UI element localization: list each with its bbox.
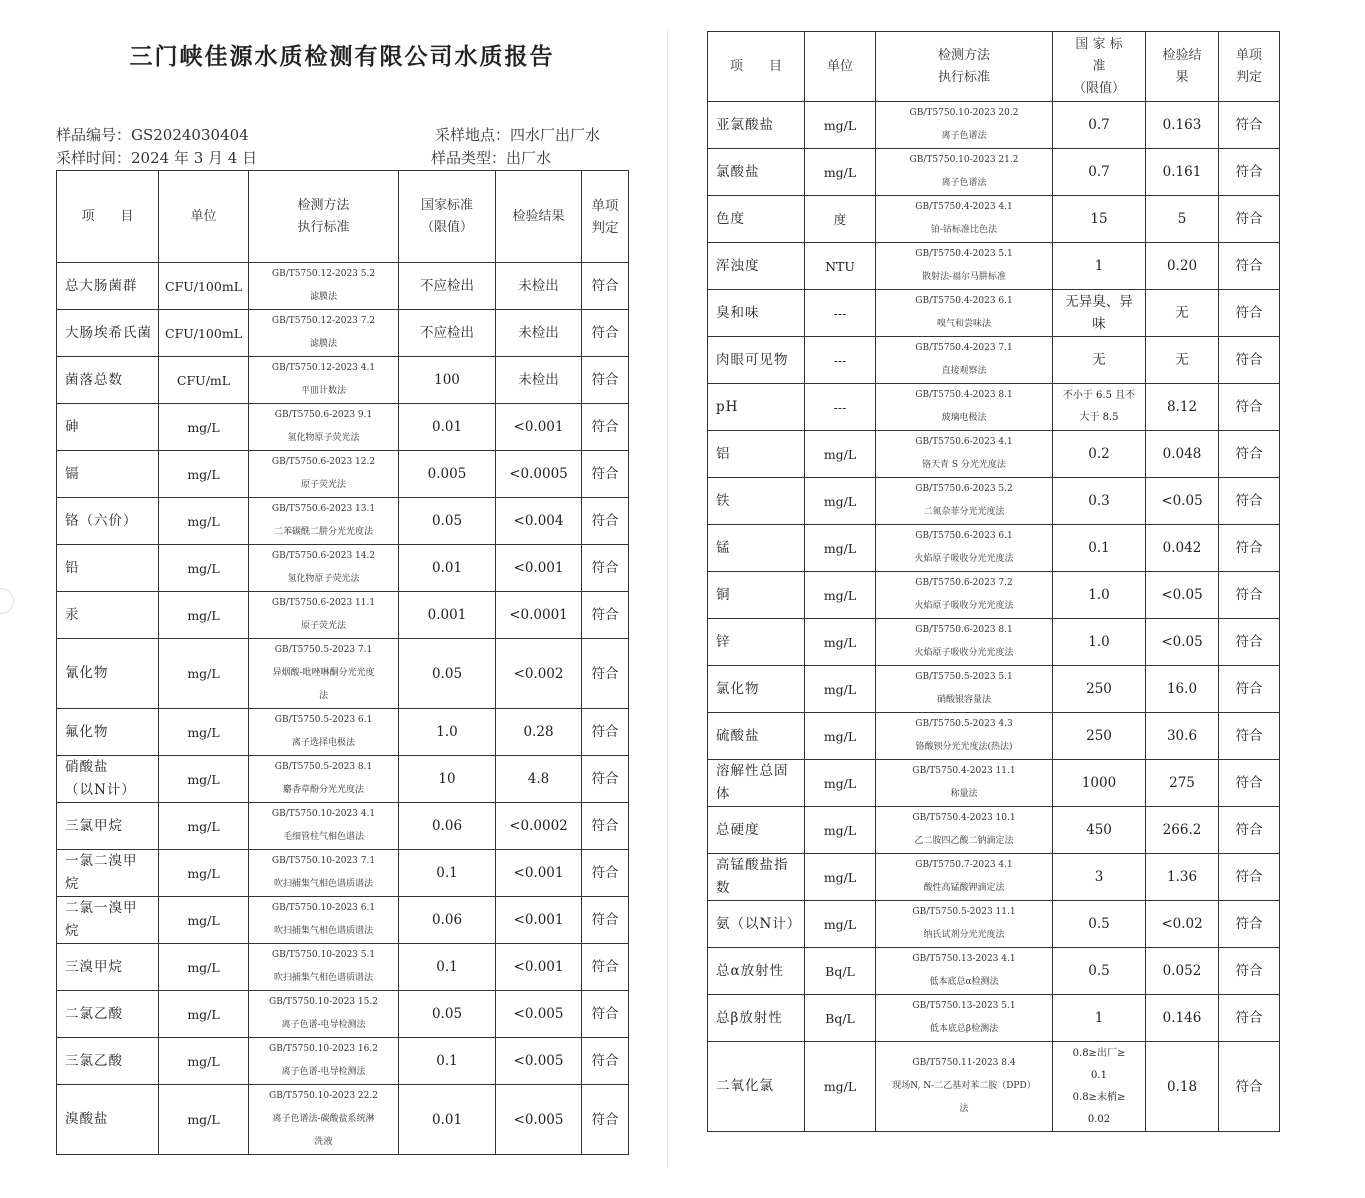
cell-standard: 0.01 <box>399 1085 496 1155</box>
cell-standard: 0.7 <box>1053 102 1146 149</box>
cell-item: 铁 <box>708 478 805 525</box>
cell-unit: mg/L <box>159 592 249 639</box>
page-divider <box>667 30 668 1168</box>
cell-judgement: 符合 <box>582 709 629 756</box>
table-row <box>57 709 629 756</box>
cell-method: GB/T5750.5-2023 5.1 硝酸银容量法 <box>876 666 1053 713</box>
cell-standard: 0.2 <box>1053 431 1146 478</box>
cell-result: 0.048 <box>1146 431 1219 478</box>
cell-standard: 1000 <box>1053 760 1146 807</box>
table-row <box>57 498 629 545</box>
cell-unit: mg/L <box>805 431 876 478</box>
cell-item: 铝 <box>708 431 805 478</box>
cell-unit: --- <box>805 384 876 431</box>
cell-standard: 0.3 <box>1053 478 1146 525</box>
cell-item: 高锰酸盐指 数 <box>708 854 805 901</box>
cell-unit: mg/L <box>805 713 876 760</box>
cell-result: 未检出 <box>496 357 582 404</box>
table-row <box>57 357 629 404</box>
cell-item: 菌落总数 <box>57 357 159 404</box>
cell-judgement: 符合 <box>582 944 629 991</box>
cell-item: 浑浊度 <box>708 243 805 290</box>
header-judgement: 单项判定 <box>582 171 629 263</box>
cell-standard: 0.06 <box>399 803 496 850</box>
cell-item: 汞 <box>57 592 159 639</box>
cell-result: 0.20 <box>1146 243 1219 290</box>
cell-method: GB/T5750.4-2023 8.1 玻璃电极法 <box>876 384 1053 431</box>
cell-unit: mg/L <box>805 525 876 572</box>
cell-unit: mg/L <box>805 619 876 666</box>
table-row <box>57 756 629 803</box>
cell-standard: 0.01 <box>399 545 496 592</box>
cell-result: 266.2 <box>1146 807 1219 854</box>
cell-result: 8.12 <box>1146 384 1219 431</box>
table-row <box>708 995 1280 1042</box>
cell-judgement: 符合 <box>1219 854 1280 901</box>
cell-method: GB/T5750.6-2023 4.1 铬天青 S 分光光度法 <box>876 431 1053 478</box>
cell-result: <0.0001 <box>496 592 582 639</box>
results-table-right <box>707 31 1280 1132</box>
cell-unit: mg/L <box>159 709 249 756</box>
cell-judgement: 符合 <box>1219 149 1280 196</box>
cell-item: 氰化物 <box>57 639 159 709</box>
cell-unit: mg/L <box>805 807 876 854</box>
cell-result: <0.001 <box>496 897 582 944</box>
cell-method: GB/T5750.11-2023 8.4 现场N, N-二乙基对苯二胺（DPD） 法 <box>876 1042 1053 1132</box>
header-result: 检验结 果 <box>1146 32 1219 102</box>
cell-result: 无 <box>1146 290 1219 337</box>
sample-time: 采样时间：2024 年 3 月 4 日 <box>56 149 258 167</box>
cell-unit: mg/L <box>159 1038 249 1085</box>
cell-standard: 0.05 <box>399 639 496 709</box>
cell-standard: 10 <box>399 756 496 803</box>
cell-judgement: 符合 <box>1219 337 1280 384</box>
cell-standard: 450 <box>1053 807 1146 854</box>
table-row <box>57 310 629 357</box>
cell-item: 大肠埃希氏菌 <box>57 310 159 357</box>
cell-item: 总大肠菌群 <box>57 263 159 310</box>
cell-standard: 0.1 <box>399 850 496 897</box>
cell-method: GB/T5750.6-2023 13.1 二苯碳酰二肼分光光度法 <box>249 498 399 545</box>
cell-method: GB/T5750.6-2023 12.2 原子荧光法 <box>249 451 399 498</box>
cell-standard: 1.0 <box>1053 572 1146 619</box>
cell-judgement: 符合 <box>582 897 629 944</box>
cell-method: GB/T5750.4-2023 11.1 称量法 <box>876 760 1053 807</box>
cell-method: GB/T5750.6-2023 14.2 氢化物原子荧光法 <box>249 545 399 592</box>
cell-item: 氯化物 <box>708 666 805 713</box>
cell-result: <0.001 <box>496 404 582 451</box>
cell-item: 色度 <box>708 196 805 243</box>
cell-item: 臭和味 <box>708 290 805 337</box>
cell-standard: 0.001 <box>399 592 496 639</box>
table-row <box>708 384 1280 431</box>
cell-method: GB/T5750.6-2023 9.1 氢化物原子荧光法 <box>249 404 399 451</box>
cell-unit: mg/L <box>159 498 249 545</box>
cell-result: 未检出 <box>496 263 582 310</box>
cell-result: 1.36 <box>1146 854 1219 901</box>
table-row <box>708 149 1280 196</box>
cell-judgement: 符合 <box>582 592 629 639</box>
cell-item: 肉眼可见物 <box>708 337 805 384</box>
cell-method: GB/T5750.7-2023 4.1 酸性高锰酸钾滴定法 <box>876 854 1053 901</box>
cell-judgement: 符合 <box>582 310 629 357</box>
cell-standard: 0.8≥出厂≥ 0.1 0.8≥末梢≥ 0.02 <box>1053 1042 1146 1132</box>
cell-standard: 3 <box>1053 854 1146 901</box>
cell-standard: 0.05 <box>399 991 496 1038</box>
table-row <box>708 901 1280 948</box>
cell-unit: CFU/mL <box>159 357 249 404</box>
cell-standard: 不应检出 <box>399 263 496 310</box>
header-standard: 国 家 标 准 （限值） <box>1053 32 1146 102</box>
cell-method: GB/T5750.12-2023 4.1 平皿计数法 <box>249 357 399 404</box>
cell-result: 0.042 <box>1146 525 1219 572</box>
cell-item: 一氯二溴甲 烷 <box>57 850 159 897</box>
cell-item: 锌 <box>708 619 805 666</box>
cell-item: 砷 <box>57 404 159 451</box>
header-item: 项 目 <box>57 171 159 263</box>
cell-unit: mg/L <box>805 102 876 149</box>
cell-unit: mg/L <box>805 760 876 807</box>
cell-result: <0.0002 <box>496 803 582 850</box>
sample-location: 采样地点：四水厂出厂水 <box>435 126 601 144</box>
cell-standard: 250 <box>1053 666 1146 713</box>
table-row <box>57 592 629 639</box>
table-header-row <box>708 32 1280 102</box>
cell-result: <0.0005 <box>496 451 582 498</box>
cell-result: <0.004 <box>496 498 582 545</box>
cell-unit: Bq/L <box>805 948 876 995</box>
cell-unit: mg/L <box>159 944 249 991</box>
table-row <box>708 478 1280 525</box>
cell-standard: 0.01 <box>399 404 496 451</box>
table-row <box>708 666 1280 713</box>
cell-judgement: 符合 <box>1219 807 1280 854</box>
table-row <box>708 431 1280 478</box>
cell-method: GB/T5750.10-2023 5.1 吹扫捕集气相色谱质谱法 <box>249 944 399 991</box>
cell-result: 30.6 <box>1146 713 1219 760</box>
header-item: 项 目 <box>708 32 805 102</box>
cell-judgement: 符合 <box>582 263 629 310</box>
cell-result: 无 <box>1146 337 1219 384</box>
table-row <box>57 850 629 897</box>
cell-judgement: 符合 <box>582 639 629 709</box>
cell-method: GB/T5750.10-2023 4.1 毛细管柱气相色谱法 <box>249 803 399 850</box>
cell-judgement: 符合 <box>1219 384 1280 431</box>
cell-standard: 100 <box>399 357 496 404</box>
cell-standard: 1.0 <box>1053 619 1146 666</box>
cell-judgement: 符合 <box>582 991 629 1038</box>
cell-judgement: 符合 <box>582 756 629 803</box>
cell-unit: mg/L <box>159 991 249 1038</box>
cell-item: 镉 <box>57 451 159 498</box>
table-row <box>708 243 1280 290</box>
cell-unit: CFU/100mL <box>159 310 249 357</box>
cell-judgement: 符合 <box>1219 948 1280 995</box>
table-row <box>708 854 1280 901</box>
cell-standard: 0.005 <box>399 451 496 498</box>
cell-result: 16.0 <box>1146 666 1219 713</box>
cell-unit: mg/L <box>805 1042 876 1132</box>
cell-method: GB/T5750.4-2023 10.1 乙二胺四乙酸二钠滴定法 <box>876 807 1053 854</box>
header-method: 检测方法 执行标准 <box>876 32 1053 102</box>
cell-unit: Bq/L <box>805 995 876 1042</box>
cell-unit: NTU <box>805 243 876 290</box>
table-row <box>57 897 629 944</box>
table-row <box>708 807 1280 854</box>
table-header-row <box>57 171 629 263</box>
cell-item: 氯酸盐 <box>708 149 805 196</box>
cell-judgement: 符合 <box>1219 431 1280 478</box>
sample-type: 样品类型：出厂水 <box>431 149 552 167</box>
cell-item: 铜 <box>708 572 805 619</box>
cell-judgement: 符合 <box>582 1085 629 1155</box>
cell-judgement: 符合 <box>1219 525 1280 572</box>
cell-method: GB/T5750.4-2023 6.1 嗅气和尝味法 <box>876 290 1053 337</box>
cell-standard: 0.1 <box>399 944 496 991</box>
cell-judgement: 符合 <box>582 357 629 404</box>
cell-method: GB/T5750.10-2023 20.2 离子色谱法 <box>876 102 1053 149</box>
cell-unit: CFU/100mL <box>159 263 249 310</box>
cell-standard: 0.05 <box>399 498 496 545</box>
cell-method: GB/T5750.13-2023 4.1 低本底总α检测法 <box>876 948 1053 995</box>
cell-judgement: 符合 <box>582 803 629 850</box>
results-table-left <box>56 170 629 1155</box>
page-edge-handle <box>0 588 14 614</box>
cell-judgement: 符合 <box>1219 1042 1280 1132</box>
cell-standard: 0.1 <box>1053 525 1146 572</box>
cell-unit: mg/L <box>805 572 876 619</box>
cell-judgement: 符合 <box>1219 572 1280 619</box>
cell-item: 氨（以N计） <box>708 901 805 948</box>
cell-judgement: 符合 <box>582 545 629 592</box>
cell-judgement: 符合 <box>1219 995 1280 1042</box>
cell-standard: 0.5 <box>1053 948 1146 995</box>
cell-result: 0.18 <box>1146 1042 1219 1132</box>
cell-judgement: 符合 <box>582 1038 629 1085</box>
table-row <box>57 803 629 850</box>
cell-unit: mg/L <box>805 901 876 948</box>
cell-judgement: 符合 <box>582 850 629 897</box>
cell-method: GB/T5750.5-2023 7.1 异烟酸-吡唑啉酮分光光度 法 <box>249 639 399 709</box>
cell-judgement: 符合 <box>1219 102 1280 149</box>
cell-result: <0.001 <box>496 545 582 592</box>
cell-judgement: 符合 <box>1219 243 1280 290</box>
cell-method: GB/T5750.4-2023 5.1 散射法-福尔马肼标准 <box>876 243 1053 290</box>
cell-item: 亚氯酸盐 <box>708 102 805 149</box>
cell-standard: 0.1 <box>399 1038 496 1085</box>
cell-unit: mg/L <box>805 666 876 713</box>
cell-unit: 度 <box>805 196 876 243</box>
cell-result: <0.05 <box>1146 572 1219 619</box>
table-row <box>57 1085 629 1155</box>
cell-unit: mg/L <box>159 404 249 451</box>
cell-result: 275 <box>1146 760 1219 807</box>
header-result: 检验结果 <box>496 171 582 263</box>
cell-item: 锰 <box>708 525 805 572</box>
cell-result: 0.163 <box>1146 102 1219 149</box>
table-row <box>57 1038 629 1085</box>
header-judgement: 单项 判定 <box>1219 32 1280 102</box>
cell-method: GB/T5750.5-2023 4.3 铬酸钡分光光度法(热法) <box>876 713 1053 760</box>
table-row <box>708 760 1280 807</box>
cell-result: <0.001 <box>496 944 582 991</box>
cell-item: 三氯甲烷 <box>57 803 159 850</box>
cell-method: GB/T5750.5-2023 6.1 离子选择电极法 <box>249 709 399 756</box>
cell-method: GB/T5750.10-2023 16.2 离子色谱-电导检测法 <box>249 1038 399 1085</box>
cell-judgement: 符合 <box>1219 666 1280 713</box>
table-row <box>708 525 1280 572</box>
cell-standard: 1 <box>1053 243 1146 290</box>
cell-item: 三氯乙酸 <box>57 1038 159 1085</box>
table-row <box>57 991 629 1038</box>
table-row <box>708 948 1280 995</box>
cell-judgement: 符合 <box>1219 713 1280 760</box>
header-method: 检测方法 执行标准 <box>249 171 399 263</box>
cell-standard: 无 <box>1053 337 1146 384</box>
cell-unit: mg/L <box>159 850 249 897</box>
cell-judgement: 符合 <box>1219 290 1280 337</box>
table-row <box>57 404 629 451</box>
cell-unit: mg/L <box>159 897 249 944</box>
cell-standard: 不应检出 <box>399 310 496 357</box>
cell-standard: 0.5 <box>1053 901 1146 948</box>
cell-method: GB/T5750.5-2023 11.1 纳氏试剂分光光度法 <box>876 901 1053 948</box>
cell-method: GB/T5750.10-2023 7.1 吹扫捕集气相色谱质谱法 <box>249 850 399 897</box>
cell-method: GB/T5750.10-2023 21.2 离子色谱法 <box>876 149 1053 196</box>
cell-result: <0.005 <box>496 1038 582 1085</box>
cell-item: 总硬度 <box>708 807 805 854</box>
cell-method: GB/T5750.10-2023 6.1 吹扫捕集气相色谱质谱法 <box>249 897 399 944</box>
cell-unit: mg/L <box>159 756 249 803</box>
report-title: 三门峡佳源水质检测有限公司水质报告 <box>129 43 555 70</box>
cell-method: GB/T5750.6-2023 6.1 火焰原子吸收分光光度法 <box>876 525 1053 572</box>
header-standard: 国家标准 （限值） <box>399 171 496 263</box>
cell-method: GB/T5750.6-2023 8.1 火焰原子吸收分光光度法 <box>876 619 1053 666</box>
cell-result: 0.161 <box>1146 149 1219 196</box>
table-row <box>708 102 1280 149</box>
cell-result: 4.8 <box>496 756 582 803</box>
cell-method: GB/T5750.6-2023 5.2 二氮杂菲分光光度法 <box>876 478 1053 525</box>
cell-result: <0.001 <box>496 850 582 897</box>
cell-item: 氟化物 <box>57 709 159 756</box>
cell-method: GB/T5750.10-2023 15.2 离子色谱-电导检测法 <box>249 991 399 1038</box>
table-row <box>57 545 629 592</box>
cell-unit: mg/L <box>805 854 876 901</box>
cell-item: 溴酸盐 <box>57 1085 159 1155</box>
cell-method: GB/T5750.4-2023 4.1 铂-钴标准比色法 <box>876 196 1053 243</box>
header-unit: 单位 <box>805 32 876 102</box>
table-row <box>708 337 1280 384</box>
cell-item: 硫酸盐 <box>708 713 805 760</box>
cell-judgement: 符合 <box>582 451 629 498</box>
cell-item: 总β放射性 <box>708 995 805 1042</box>
cell-result: <0.005 <box>496 1085 582 1155</box>
cell-method: GB/T5750.5-2023 8.1 麝香草酚分光光度法 <box>249 756 399 803</box>
cell-item: 铬（六价） <box>57 498 159 545</box>
cell-result: <0.05 <box>1146 619 1219 666</box>
cell-unit: mg/L <box>159 639 249 709</box>
cell-standard: 无异臭、异 味 <box>1053 290 1146 337</box>
cell-item: 三溴甲烷 <box>57 944 159 991</box>
cell-method: GB/T5750.6-2023 7.2 火焰原子吸收分光光度法 <box>876 572 1053 619</box>
cell-method: GB/T5750.12-2023 7.2 滤膜法 <box>249 310 399 357</box>
cell-method: GB/T5750.4-2023 7.1 直接观察法 <box>876 337 1053 384</box>
cell-result: <0.002 <box>496 639 582 709</box>
table-row <box>57 451 629 498</box>
cell-method: GB/T5750.12-2023 5.2 滤膜法 <box>249 263 399 310</box>
cell-judgement: 符合 <box>582 498 629 545</box>
cell-unit: mg/L <box>159 803 249 850</box>
cell-judgement: 符合 <box>1219 619 1280 666</box>
table-row <box>57 639 629 709</box>
cell-unit: --- <box>805 337 876 384</box>
cell-result: 0.28 <box>496 709 582 756</box>
table-row <box>708 713 1280 760</box>
cell-item: 二氧化氯 <box>708 1042 805 1132</box>
table-row <box>708 1042 1280 1132</box>
cell-result: <0.05 <box>1146 478 1219 525</box>
cell-item: pH <box>708 384 805 431</box>
cell-standard: 不小于 6.5 且不 大于 8.5 <box>1053 384 1146 431</box>
sample-id: 样品编号：GS2024030404 <box>56 126 249 144</box>
cell-standard: 1.0 <box>399 709 496 756</box>
table-row <box>57 263 629 310</box>
cell-unit: mg/L <box>159 545 249 592</box>
cell-result: <0.005 <box>496 991 582 1038</box>
cell-unit: mg/L <box>159 1085 249 1155</box>
cell-item: 二氯乙酸 <box>57 991 159 1038</box>
cell-result: 0.146 <box>1146 995 1219 1042</box>
cell-item: 铅 <box>57 545 159 592</box>
cell-unit: mg/L <box>159 451 249 498</box>
cell-standard: 1 <box>1053 995 1146 1042</box>
cell-item: 二氯一溴甲 烷 <box>57 897 159 944</box>
cell-item: 硝酸盐 （以N计） <box>57 756 159 803</box>
cell-judgement: 符合 <box>1219 760 1280 807</box>
cell-result: 未检出 <box>496 310 582 357</box>
table-row <box>708 572 1280 619</box>
header-unit: 单位 <box>159 171 249 263</box>
cell-unit: mg/L <box>805 478 876 525</box>
cell-unit: --- <box>805 290 876 337</box>
table-row <box>708 196 1280 243</box>
cell-judgement: 符合 <box>582 404 629 451</box>
cell-item: 溶解性总固 体 <box>708 760 805 807</box>
cell-method: GB/T5750.6-2023 11.1 原子荧光法 <box>249 592 399 639</box>
cell-standard: 250 <box>1053 713 1146 760</box>
cell-judgement: 符合 <box>1219 478 1280 525</box>
cell-method: GB/T5750.10-2023 22.2 离子色谱法-碳酸盐系统淋 洗液 <box>249 1085 399 1155</box>
cell-method: GB/T5750.13-2023 5.1 低本底总β检测法 <box>876 995 1053 1042</box>
table-row <box>708 619 1280 666</box>
cell-judgement: 符合 <box>1219 196 1280 243</box>
table-row <box>57 944 629 991</box>
cell-standard: 0.7 <box>1053 149 1146 196</box>
cell-unit: mg/L <box>805 149 876 196</box>
table-row <box>708 290 1280 337</box>
cell-standard: 0.06 <box>399 897 496 944</box>
cell-standard: 15 <box>1053 196 1146 243</box>
cell-result: 5 <box>1146 196 1219 243</box>
cell-judgement: 符合 <box>1219 901 1280 948</box>
cell-item: 总α放射性 <box>708 948 805 995</box>
cell-result: 0.052 <box>1146 948 1219 995</box>
cell-result: <0.02 <box>1146 901 1219 948</box>
